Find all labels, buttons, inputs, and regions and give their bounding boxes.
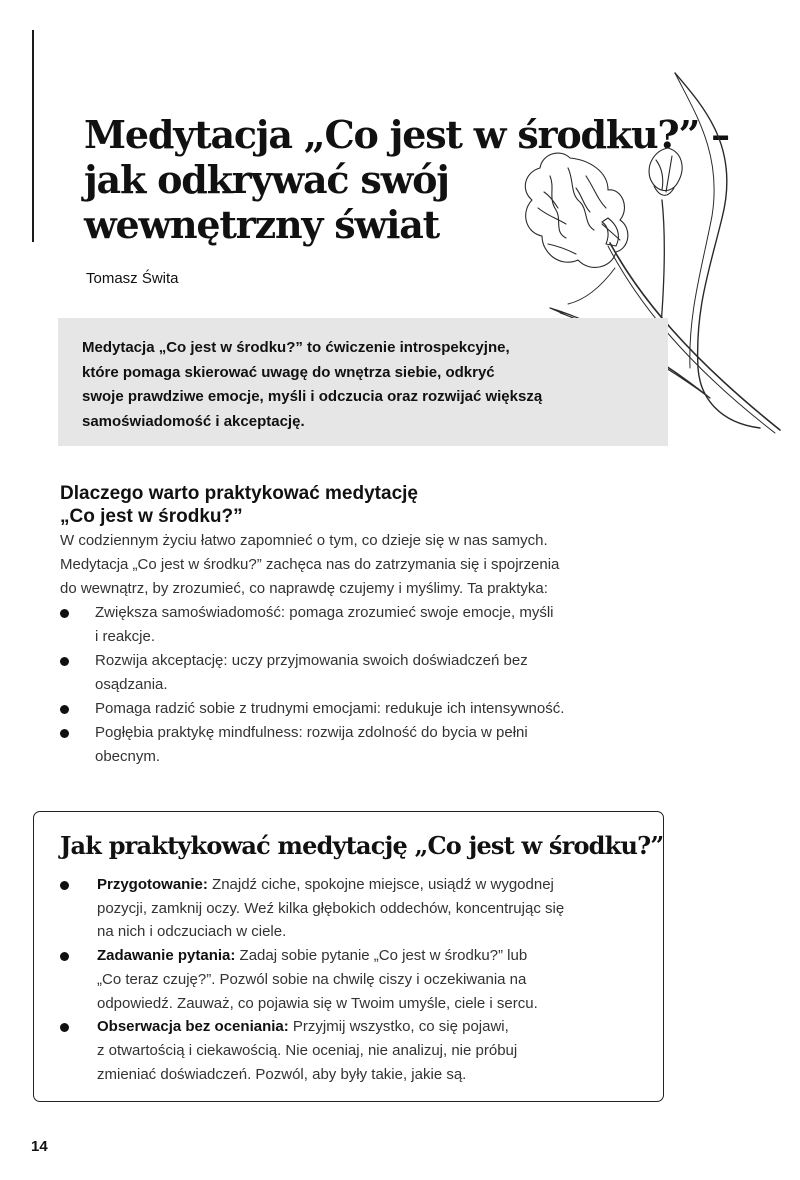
section-heading (60, 482, 680, 528)
margin-rule (32, 30, 34, 242)
bullet-icon (60, 1023, 69, 1032)
list-item (60, 944, 660, 1015)
step-line: pozycji, zamknij oczy. Weź kilka głębokich oddechów, koncentrując się (97, 899, 565, 917)
heading-line: „Co jest w środku?” (60, 506, 243, 527)
lead-paragraph (82, 336, 642, 434)
step-line: na nich i odczuciach w ciele. (97, 923, 287, 941)
lead-line: które pomaga skierować uwagę do wnętrza siebie, odkryć (82, 363, 495, 381)
intro-line: Medytacja „Co jest w środku?” zachęca nas do zatrzymania się i spojrzenia (60, 556, 560, 573)
step-text: Zadaj sobie pytanie „Co jest w środku?” lub (235, 947, 528, 965)
heading-line: Dlaczego warto praktykować medytację (60, 483, 418, 504)
step-first-line (97, 1015, 660, 1039)
intro-line: do wewnątrz, by zrozumieć, co naprawdę czujemy i myślimy. Ta praktyka: (60, 580, 548, 597)
step-line: z otwartością i ciekawością. Nie oceniaj, nie analizuj, nie próbuj (97, 1041, 518, 1059)
title-line: jak odkrywać swój (84, 157, 449, 202)
list-item-line: i reakcje. (95, 628, 156, 645)
list-item-line: Rozwija akceptację: uczy przyjmowania swoich doświadczeń bez (95, 652, 528, 669)
section-intro (60, 529, 700, 601)
step-line: odpowiedź. Zauważ, co pojawia się w Twoim umyśle, ciele i sercu. (97, 994, 538, 1012)
step-first-line (97, 944, 660, 968)
bullet-icon (60, 729, 69, 738)
practice-steps-list (60, 873, 660, 1086)
step-label: Zadawanie pytania: (97, 947, 236, 965)
list-item (60, 601, 700, 649)
list-item (60, 1015, 660, 1086)
bullet-icon (60, 609, 69, 618)
list-item-line: osądzania. (95, 676, 168, 693)
lead-line: samoświadomość i akceptację. (82, 412, 305, 430)
step-line: zmieniać doświadczeń. Pozwól, aby były takie, jakie są. (97, 1065, 467, 1083)
bullet-icon (60, 952, 69, 961)
list-item (60, 649, 700, 697)
list-item (60, 873, 660, 944)
title-line: wewnętrzny świat (84, 202, 440, 247)
step-line: „Co teraz czuję?”. Pozwól sobie na chwilę ciszy i oczekiwania na (97, 970, 527, 988)
bullet-icon (60, 705, 69, 714)
list-item-line: obecnym. (95, 748, 161, 765)
practice-box-title: Jak praktykować medytację „Co jest w środku?” (60, 831, 664, 860)
step-text: Przyjmij wszystko, co się pojawi, (288, 1018, 509, 1036)
step-text: Znajdź ciche, spokojne miejsce, usiądź w wygodnej (207, 876, 554, 893)
page-number: 14 (31, 1138, 48, 1155)
lead-line: Medytacja „Co jest w środku?” to ćwiczenie introspekcyjne, (82, 339, 510, 356)
bullet-icon (60, 881, 69, 890)
author: Tomasz Świta (86, 270, 179, 287)
list-item (60, 697, 700, 721)
title-line: Medytacja „Co jest w środku?” – (84, 112, 729, 157)
intro-line: W codziennym życiu łatwo zapomnieć o tym, co dzieje się w nas samych. (60, 532, 548, 549)
benefits-list (60, 601, 700, 769)
list-item (60, 721, 700, 769)
list-item-line: Zwiększa samoświadomość: pomaga zrozumieć swoje emocje, myśli (95, 604, 554, 621)
step-label: Obserwacja bez oceniania: (97, 1018, 289, 1036)
list-item-line: Pomaga radzić sobie z trudnymi emocjami: redukuje ich intensywność. (95, 700, 565, 717)
step-first-line (97, 873, 660, 897)
step-label: Przygotowanie: (97, 876, 208, 893)
lead-line: swoje prawdziwe emocje, myśli i odczucia oraz rozwijać większą (82, 388, 543, 405)
bullet-icon (60, 657, 69, 666)
list-item-line: Pogłębia praktykę mindfulness: rozwija zdolność do bycia w pełni (95, 724, 528, 741)
